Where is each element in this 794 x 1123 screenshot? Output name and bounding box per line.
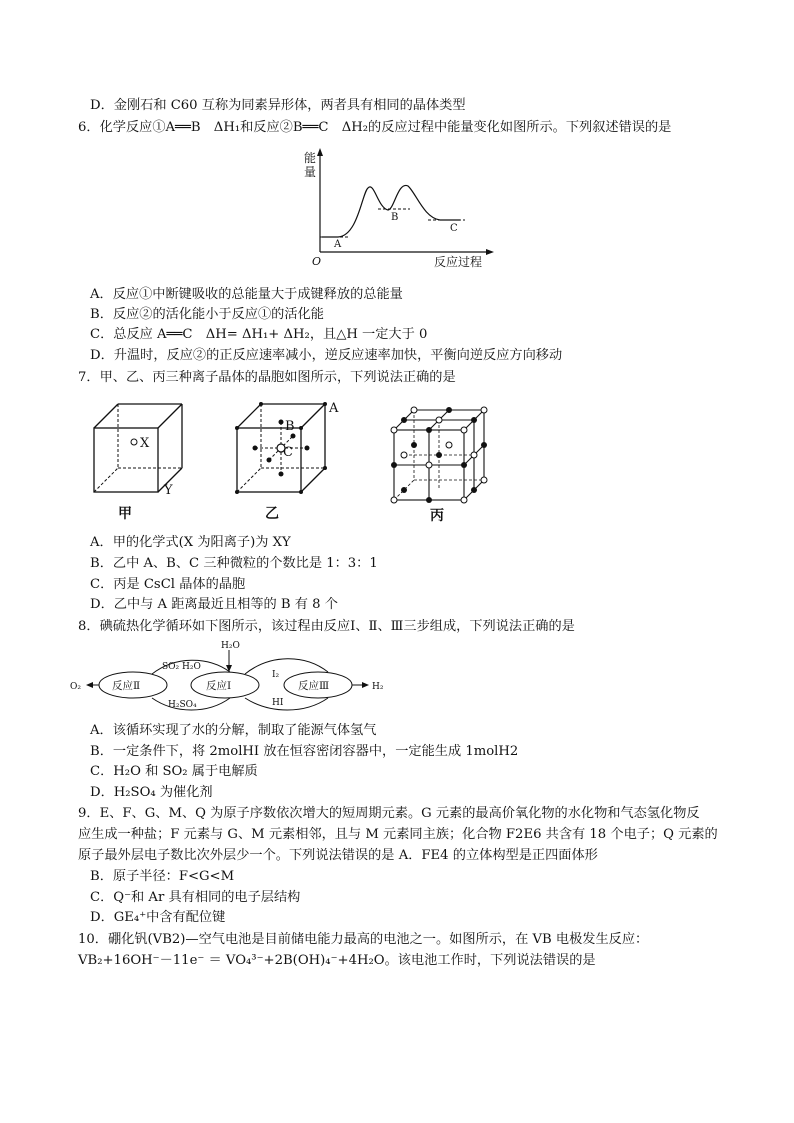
- i2-label: I₂: [272, 670, 280, 680]
- q9-option-c: C．Q⁻和 Ar 具有相同的电子层结构: [90, 890, 301, 905]
- q9-line-2: 应生成一种盐；F 元素与 G、M 元素相邻，且与 M 元素同主族；化合物 F2E6 共含有 18 个电子；Q 元素的: [78, 827, 718, 842]
- label-jia: 甲: [118, 506, 132, 522]
- q6-option-a: A．反应①中断键吸收的总能量大于成键释放的总能量: [90, 287, 403, 302]
- crystal-jia: [90, 400, 200, 525]
- energy-label-top: 能: [304, 151, 317, 165]
- q6-stem: 6．化学反应①A══B ΔH₁和反应②B══C ΔH₂的反应过程中能量变化如图所示。下列叙述错误的是: [78, 120, 672, 135]
- energy-label-bottom: 量: [304, 165, 317, 179]
- label-c: C: [283, 445, 293, 460]
- h2o-input-label: H₂O: [221, 641, 240, 651]
- point-c-label: C: [450, 223, 458, 234]
- point-b-label: B: [391, 212, 399, 223]
- q9-line-3: 原子最外层电子数比次外层少一个。下列说法错误的是 A．FE4 的立体构型是正四面体形: [78, 848, 598, 863]
- q8-option-b: B．一定条件下，将 2molHI 放在恒容密闭容器中，一定能生成 1molH2: [90, 744, 519, 759]
- q6-option-d: D．升温时，反应②的正反应速率减小，逆反应速率加快，平衡向逆反应方向移动: [90, 348, 563, 363]
- q8-option-c: C．H₂O 和 SO₂ 属于电解质: [90, 764, 258, 779]
- q9-option-d: D．GE₄⁺中含有配位键: [90, 910, 226, 925]
- q7-option-b: B．乙中 A、B、C 三种微粒的个数比是 1：3：1: [90, 556, 378, 571]
- hi-label: HI: [272, 698, 284, 708]
- q8-stem: 8．碘硫热化学循环如下图所示，该过程由反应Ⅰ、Ⅱ、Ⅲ三步组成，下列说法正确的是: [78, 619, 575, 634]
- origin-label: O: [312, 255, 322, 268]
- q7-stem: 7．甲、乙、丙三种离子晶体的晶胞如图所示，下列说法正确的是: [78, 370, 456, 385]
- q8-option-d: D．H₂SO₄ 为催化剂: [90, 785, 213, 800]
- q6-option-b: B．反应②的活化能小于反应①的活化能: [90, 307, 324, 322]
- point-a-label: A: [334, 239, 342, 250]
- label-x: X: [140, 436, 150, 451]
- label-a: A: [329, 401, 339, 416]
- q10-line-2: VB₂+16OH⁻－11e⁻ ＝ VO₄³⁻+2B(OH)₄⁻+4H₂O。该电池工作时，下列说法错误的是: [78, 953, 596, 968]
- reaction-2-label: 反应Ⅱ: [112, 680, 141, 692]
- q8-option-a: A．该循环实现了水的分解，制取了能源气体氢气: [90, 723, 377, 738]
- reaction-1-label: 反应Ⅰ: [206, 680, 232, 692]
- label-yi: 乙: [265, 506, 279, 522]
- label-y: Y: [164, 483, 173, 498]
- so2-h2o-label: SO₂ H₂O: [162, 662, 201, 672]
- q7-option-c: C．丙是 CsCl 晶体的晶胞: [90, 577, 246, 592]
- crystal-yi: [233, 400, 353, 525]
- x-axis-label: 反应过程: [434, 255, 483, 269]
- q9-line-1: 9．E、F、G、M、Q 为原子序数依次增大的短周期元素。G 元素的最高价氧化物的水化物和气态氢化物反: [78, 806, 700, 821]
- q5-option-d: D．金刚石和 C60 互称为同素异形体，两者具有相同的晶体类型: [90, 98, 466, 113]
- q7-option-d: D．乙中与 A 距离最近且相等的 B 有 8 个: [90, 597, 338, 612]
- crystal-bing: [388, 400, 498, 525]
- label-b: B: [285, 419, 295, 434]
- reaction-3-label: 反应Ⅲ: [298, 680, 330, 692]
- q6-option-c: C．总反应 A══C ΔH= ΔH₁+ ΔH₂，且△H 一定大于 0: [90, 327, 428, 342]
- energy-diagram: [300, 148, 500, 273]
- q9-option-b: B．原子半径：F<G<M: [90, 869, 235, 884]
- q10-line-1: 10．硼化钒(VB2)—空气电池是目前储电能力最高的电池之一。如图所示，在 VB 电极发生反应：: [78, 932, 649, 947]
- o2-output-label: O₂: [70, 682, 81, 692]
- q7-option-a: A．甲的化学式(X 为阳离子)为 XY: [90, 535, 291, 550]
- iodine-sulfur-cycle: [70, 640, 400, 715]
- h2-output-label: H₂: [372, 682, 384, 692]
- h2so4-label: H₂SO₄: [168, 700, 197, 710]
- label-bing: 丙: [430, 508, 444, 524]
